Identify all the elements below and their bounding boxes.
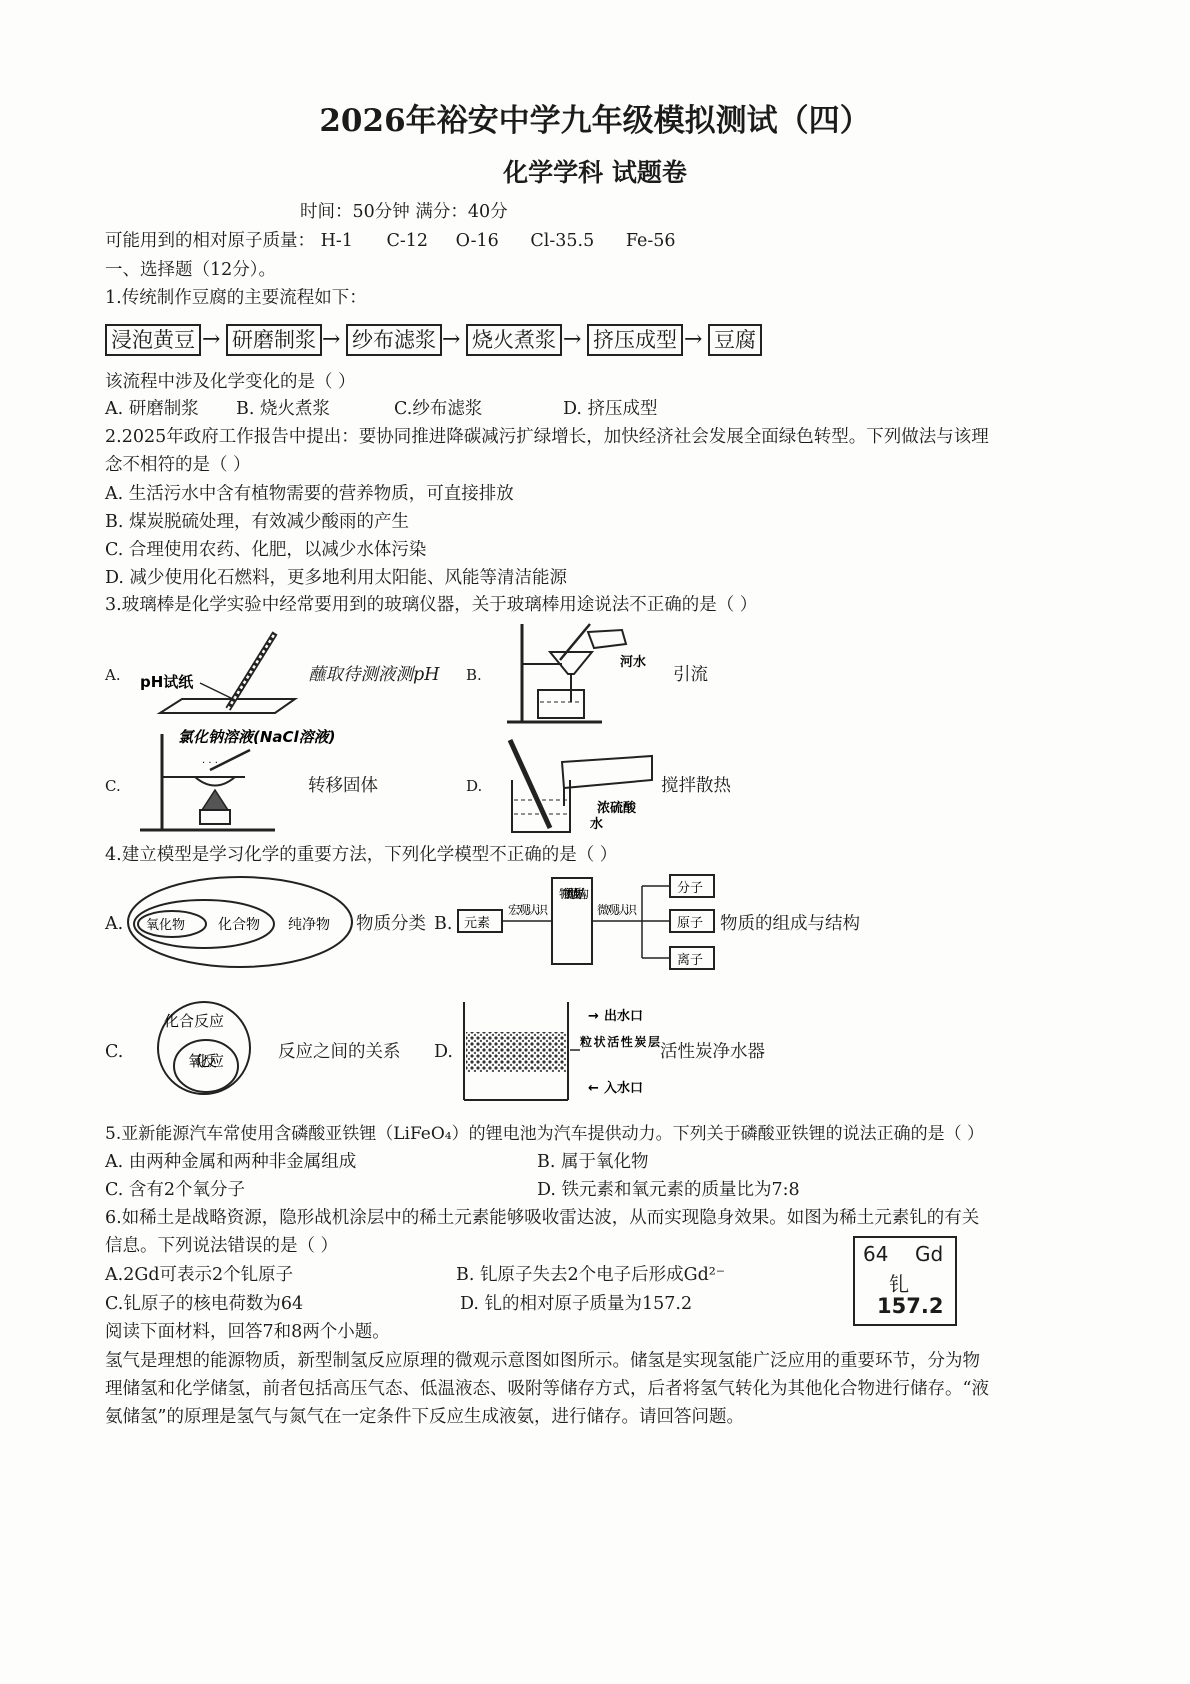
reading-intro: 阅读下面材料，回答7和8两个小题。 [105, 1322, 390, 1342]
q5-option-d: D. 铁元素和氧元素的质量比为7:8 [537, 1180, 800, 1200]
activated-carbon-layer [466, 1032, 566, 1072]
q3-b-caption: 引流 [673, 665, 708, 685]
oxide-label: 氧化物 [146, 918, 186, 933]
macro-label: 宏观认识 [508, 903, 548, 917]
q3-stem: 3.玻璃棒是化学实验中经常要用到的玻璃仪器，关于玻璃棒用途说法不正确的是（ ） [105, 595, 758, 615]
atom-label: 原子 [677, 916, 704, 931]
q4-a-letter: A. [105, 914, 124, 934]
q4-a-figure [124, 870, 364, 970]
q2-stem: 念不相符的是（ ） [105, 455, 251, 475]
atomic-mass: Cl-35.5 [530, 231, 595, 251]
reading-paragraph: 氨储氢”的原理是氢气与氮气在一定条件下反应生成液氨，进行储存。请回答问题。 [105, 1407, 744, 1427]
sulfuric-acid-label: 浓硫酸 [597, 801, 637, 816]
q6-option-a: A.2Gd可表示2个钆原子 [105, 1265, 294, 1285]
q4-c-figure [132, 998, 282, 1098]
arrow-icon: → [684, 327, 703, 352]
q1-option-c: C.纱布滤浆 [394, 399, 483, 419]
q3-b-letter: B. [466, 666, 482, 684]
section-title: 一、选择题（12分）。 [105, 260, 277, 280]
micro-label: 微观认识 [597, 903, 637, 917]
q3-d-caption: 搅拌散热 [661, 776, 731, 796]
q5-option-a: A. 由两种金属和两种非金属组成 [105, 1152, 357, 1172]
q2-option-c: C. 合理使用农药、化肥，以减少水体污染 [105, 540, 427, 560]
reading-paragraph: 理储氢和化学储氢，前者包括高压气态、低温液态、吸附等储存方式，后者将氢气转化为其他化合物进行储存。“液 [105, 1379, 989, 1399]
ph-paper-label: pH试纸 [140, 673, 194, 691]
q4-stem: 4.建立模型是学习化学的重要方法，下列化学模型不正确的是（ ） [105, 845, 618, 865]
q3-c-caption: 转移固体 [308, 776, 378, 796]
q1-option-a: A. 研磨制浆 [105, 399, 199, 419]
atomic-mass: H-1 [320, 231, 353, 251]
flow-step: 烧火煮浆 [466, 324, 562, 356]
alcohol-lamp-icon [202, 790, 228, 810]
element-name: 钆 [889, 1272, 909, 1296]
water-label: 河水 [620, 655, 647, 670]
svg-text:· · ·: · · · [202, 758, 218, 769]
carbon-layer-label: 粒状活性炭层 [580, 1035, 660, 1049]
atomic-mass: C-12 [386, 231, 429, 251]
q3-a-letter: A. [105, 666, 121, 684]
q3-d-letter: D. [466, 777, 483, 795]
q4-b-figure [456, 870, 726, 974]
q5-stem: 5.亚新能源汽车常使用含磷酸亚铁锂（LiFeO₄）的锂电池为汽车提供动力。下列关于磷酸亚铁锂的说法正确的是（ ） [105, 1124, 985, 1144]
flow-step: 豆腐 [708, 324, 762, 356]
q6-stem: 6.如稀土是战略资源，隐形战机涂层中的稀土元素能够吸收雷达波，从而实现隐身效果。如图为稀土元素钆的有关 [105, 1208, 980, 1228]
exam-title: 2026年裕安中学九年级模拟测试（四） [319, 103, 871, 139]
svg-text:→: → [588, 1009, 599, 1024]
glass-rod-icon [560, 624, 590, 660]
flow-step: 纱布滤浆 [346, 324, 442, 356]
arrow-icon: → [202, 327, 221, 352]
q5-option-c: C. 含有2个氧分子 [105, 1180, 246, 1200]
q6-option-d: D. 钆的相对原子质量为157.2 [460, 1294, 693, 1314]
q6-stem: 信息。下列说法错误的是（ ） [105, 1236, 339, 1256]
pouring-beaker-icon [588, 630, 626, 648]
beaker-icon [538, 690, 584, 718]
q1-question: 该流程中涉及化学变化的是（ ） [105, 372, 356, 392]
arrow-icon: → [563, 327, 582, 352]
flow-step: 挤压成型 [587, 324, 683, 356]
oxidation-reaction-label: 氧化反应 [188, 1052, 224, 1070]
q2-stem: 2.2025年政府工作报告中提出：要协同推进降碳减污扩绿增长，加快经济社会发展全面绿色转型。下列做法与该理 [105, 427, 989, 447]
q3-a-caption [308, 663, 439, 687]
q1-option-b: B. 烧火煮浆 [236, 399, 330, 419]
q4-d-letter: D. [434, 1042, 453, 1062]
arrow-icon: → [442, 327, 461, 352]
q6-option-c: C.钆原子的核电荷数为64 [105, 1294, 304, 1314]
pure-substance-label: 纯净物 [288, 917, 330, 933]
q4-c-caption: 反应之间的关系 [278, 1042, 401, 1062]
element-label: 元素 [464, 916, 491, 931]
time-line: 时间：50分钟 满分：40分 [300, 202, 508, 222]
q4-a-caption: 物质分类 [356, 914, 426, 934]
q3-d-figure [502, 736, 662, 836]
atomic-mass: O-16 [455, 231, 499, 251]
q1-stem: 1.传统制作豆腐的主要流程如下： [105, 288, 367, 308]
water-label: 水 [590, 817, 604, 832]
ion-label: 离子 [677, 953, 704, 968]
q3-a-figure [140, 625, 300, 720]
q4-b-caption: 物质的组成与结构 [720, 914, 860, 934]
atomic-mass: Fe-56 [625, 231, 676, 251]
outlet-label: 出水口 [604, 1009, 644, 1024]
flow-step: 浸泡黄豆 [105, 324, 201, 356]
q1-option-d: D. 挤压成型 [563, 399, 658, 419]
q5-option-b: B. 属于氧化物 [537, 1152, 649, 1172]
element-symbol: Gd [915, 1242, 944, 1266]
reagent-bottle-icon [562, 756, 652, 788]
inlet-label: 入水口 [604, 1081, 644, 1096]
atomic-masses [105, 229, 676, 253]
arrow-icon: → [322, 327, 341, 352]
molecule-label: 分子 [677, 881, 704, 896]
q4-c-letter: C. [105, 1042, 124, 1062]
compound-label: 化合物 [218, 917, 260, 933]
evaporating-dish-icon [195, 777, 235, 786]
atomic-mass-value: 157.2 [877, 1294, 944, 1318]
exam-subtitle: 化学学科 试题卷 [503, 158, 687, 187]
svg-text:←: ← [588, 1081, 599, 1096]
flow-step: 研磨制浆 [226, 324, 322, 356]
nacl-label: 氯化钠溶液(NaCl溶液) [178, 728, 336, 746]
q2-option-b: B. 煤炭脱硫处理，有效减少酸雨的产生 [105, 512, 409, 532]
q4-b-letter: B. [434, 914, 453, 934]
q3-b-figure [502, 622, 662, 727]
q6-option-b: B. 钆原子失去2个电子后形成Gd²⁻ [456, 1265, 726, 1285]
q3-c-letter: C. [105, 777, 121, 795]
q4-d-caption: 活性炭净水器 [660, 1042, 765, 1062]
atomic-masses-label: 可能用到的相对原子质量： [105, 231, 315, 251]
q3-a-caption-text: 蘸取待测液测pH [308, 665, 440, 685]
reading-paragraph: 氢气是理想的能源物质，新型制氢反应原理的微观示意图如图所示。储氢是实现氢能广泛应用的重要环节，分为物 [105, 1351, 980, 1371]
q2-option-a: A. 生活污水中含有植物需要的营养物质，可直接排放 [105, 484, 514, 504]
q2-option-d: D. 减少使用化石燃料，更多地利用太阳能、风能等清洁能源 [105, 568, 568, 588]
glass-rod-icon [510, 740, 550, 828]
combination-reaction-label: 化合反应 [164, 1012, 225, 1030]
center-label: 物质的组成与结构 [559, 887, 589, 901]
atomic-number: 64 [863, 1242, 889, 1266]
element-card [853, 1236, 957, 1326]
